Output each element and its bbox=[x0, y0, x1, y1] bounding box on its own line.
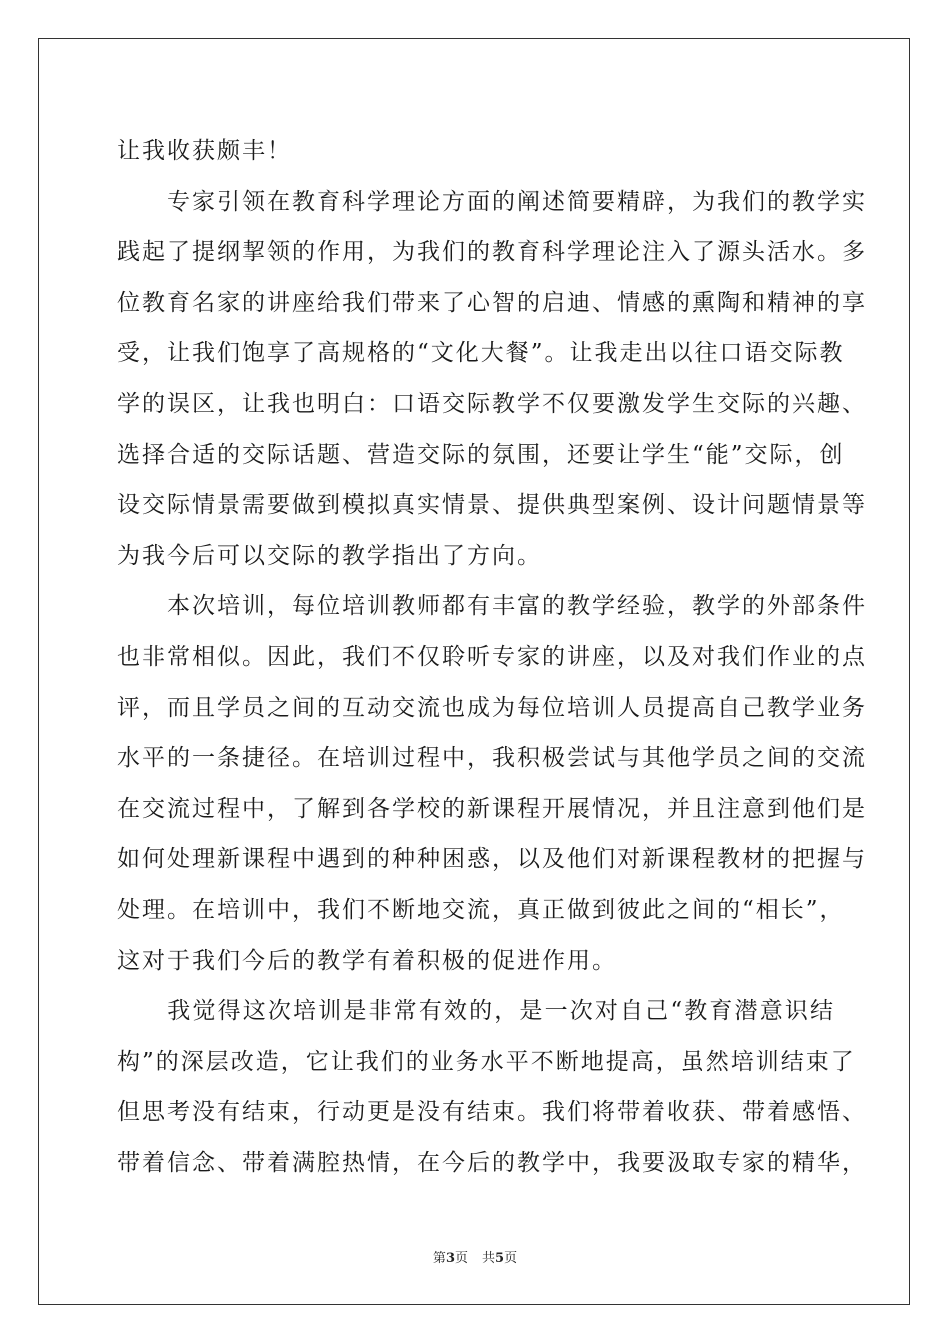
text-line: 学的误区，让我也明白：口语交际教学不仅要激发学生交际的兴趣、 bbox=[117, 390, 867, 417]
text-line: 在交流过程中，了解到各学校的新课程开展情况，并且注意到他们是 bbox=[117, 795, 867, 822]
text-line: 为我今后可以交际的教学指出了方向。 bbox=[117, 542, 542, 569]
text-line: 受，让我们饱享了高规格的“文化大餐”。让我走出以往口语交际教 bbox=[117, 340, 845, 367]
page-number: 3 bbox=[445, 1251, 455, 1266]
text-line: 让我收获颇丰！ bbox=[117, 138, 292, 164]
text-line: 践起了提纲挈领的作用，为我们的教育科学理论注入了源头活水。多 bbox=[117, 239, 867, 266]
text-line: 如何处理新课程中遇到的种种困惑，以及他们对新课程教材的把握与 bbox=[117, 846, 867, 873]
text-line: 这对于我们今后的教学有着积极的促进作用。 bbox=[117, 947, 617, 974]
text-line: 设交际情景需要做到模拟真实情景、提供典型案例、设计问题情景等 bbox=[117, 492, 867, 519]
text-line: 位教育名家的讲座给我们带来了心智的启迪、情感的熏陶和精神的享 bbox=[117, 289, 867, 316]
text-line: 但思考没有结束，行动更是没有结束。我们将带着收获、带着感悟、 bbox=[117, 1099, 867, 1126]
page-prefix: 第 bbox=[432, 1251, 446, 1266]
text-line: 带着信念、带着满腔热情，在今后的教学中，我要汲取专家的精华， bbox=[117, 1149, 867, 1176]
total-suffix: 页 bbox=[504, 1251, 518, 1266]
text-line: 评，而且学员之间的互动交流也成为每位培训人员提高自己教学业务 bbox=[117, 694, 867, 721]
text-line: 本次培训，每位培训教师都有丰富的教学经验，教学的外部条件 bbox=[117, 593, 867, 620]
page-footer bbox=[0, 1247, 950, 1266]
page-suffix: 页 bbox=[454, 1251, 468, 1266]
text-line: 水平的一条捷径。在培训过程中，我积极尝试与其他学员之间的交流 bbox=[117, 745, 867, 772]
text-line: 构”的深层改造，它让我们的业务水平不断地提高，虽然培训结束了 bbox=[117, 1048, 856, 1075]
text-line: 处理。在培训中，我们不断地交流，真正做到彼此之间的“相长”， bbox=[117, 896, 845, 923]
text-line: 选择合适的交际话题、营造交际的氛围，还要让学生“能”交际，创 bbox=[117, 441, 845, 468]
document-body bbox=[117, 126, 867, 1188]
text-line: 专家引领在教育科学理论方面的阐述简要精辟，为我们的教学实 bbox=[117, 188, 867, 215]
total-prefix: 共 bbox=[482, 1251, 496, 1266]
text-line: 也非常相似。因此，我们不仅聆听专家的讲座，以及对我们作业的点 bbox=[117, 643, 867, 670]
total-pages: 5 bbox=[495, 1251, 505, 1266]
text-line: 我觉得这次培训是非常有效的，是一次对自己“教育潜意识结 bbox=[117, 998, 835, 1025]
